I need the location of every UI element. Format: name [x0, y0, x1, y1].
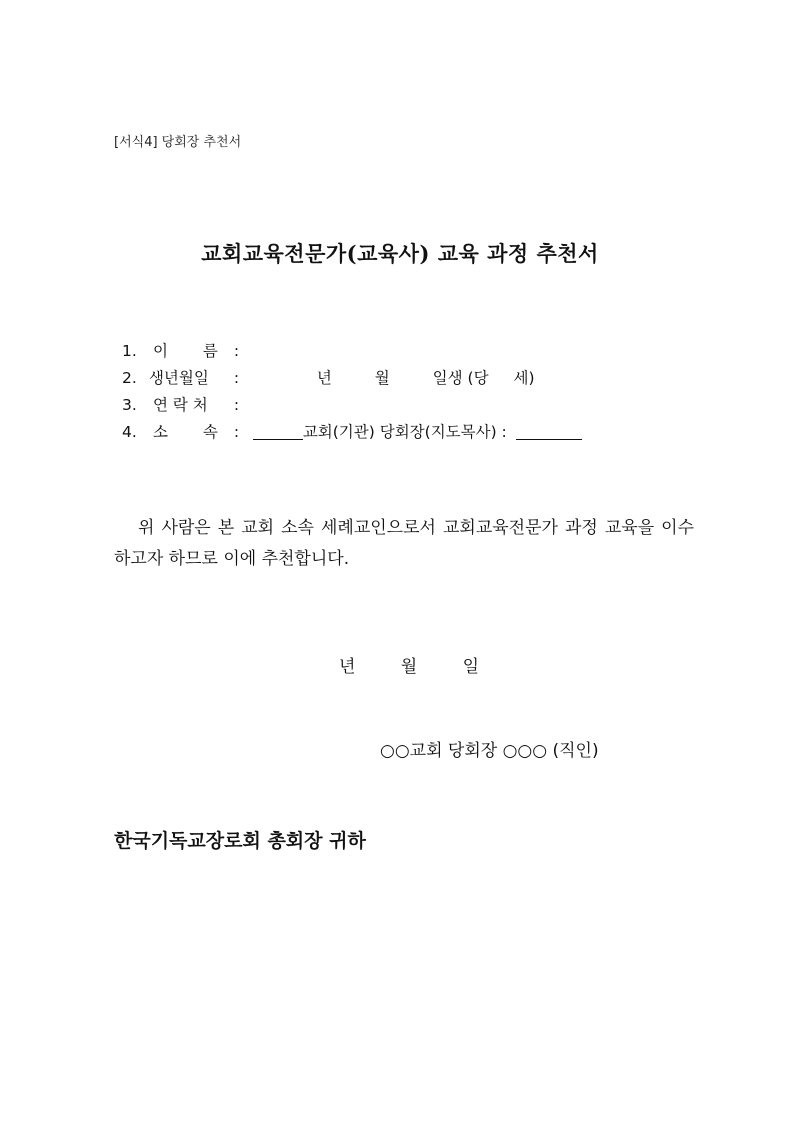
- field-affiliation: [122, 419, 582, 446]
- age-label: 세): [513, 369, 535, 387]
- date-day: 일: [462, 657, 480, 677]
- church-affiliation-text: 교회(기관) 당회장(지도목사) :: [302, 423, 507, 441]
- applicant-fields: [122, 338, 582, 446]
- date-year: 년: [338, 657, 356, 677]
- field-colon: :: [233, 369, 240, 387]
- field-colon: :: [233, 342, 240, 360]
- form-number-label: [서식4] 당회장 추천서: [114, 135, 242, 150]
- field-colon: :: [233, 423, 240, 441]
- field-colon: :: [233, 396, 240, 414]
- field-number: 2.: [122, 369, 137, 387]
- field-number: 3.: [122, 396, 137, 414]
- birth-parts: [317, 365, 535, 392]
- pastor-name-blank: [516, 421, 582, 440]
- label-part: 소: [152, 423, 168, 441]
- label-part: 속: [202, 423, 218, 441]
- field-number: 4.: [122, 423, 137, 441]
- date-line: [0, 652, 800, 677]
- birth-month-label: 월: [374, 369, 390, 387]
- field-number: 1.: [122, 342, 137, 360]
- label-part: 이: [152, 342, 168, 360]
- recommendation-text: 위 사람은 본 교회 소속 세례교인으로서 교회교육전문가 과정 교육을 이수하고자 하므로 이에 추천합니다.: [114, 518, 694, 569]
- label-part: 름: [202, 342, 218, 360]
- field-label: [149, 419, 229, 446]
- church-name-blank: [253, 421, 303, 440]
- document-title: 교회교육전문가(교육사) 교육 과정 추천서: [201, 241, 599, 266]
- field-label: [149, 338, 229, 365]
- addressee: 한국기독교장로회 총회장 귀하: [114, 830, 366, 852]
- birth-born-label: 일생 (당: [432, 369, 489, 387]
- field-name: [122, 338, 582, 365]
- field-label: 생년월일: [148, 369, 209, 387]
- field-contact: [122, 392, 582, 419]
- field-birth: [122, 365, 582, 392]
- date-month: 월: [400, 657, 418, 677]
- signer-line: ○○교회 당회장 ○○○ (직인): [380, 741, 599, 761]
- field-label: 연 락 처: [152, 396, 208, 414]
- birth-year-label: 년: [316, 369, 332, 387]
